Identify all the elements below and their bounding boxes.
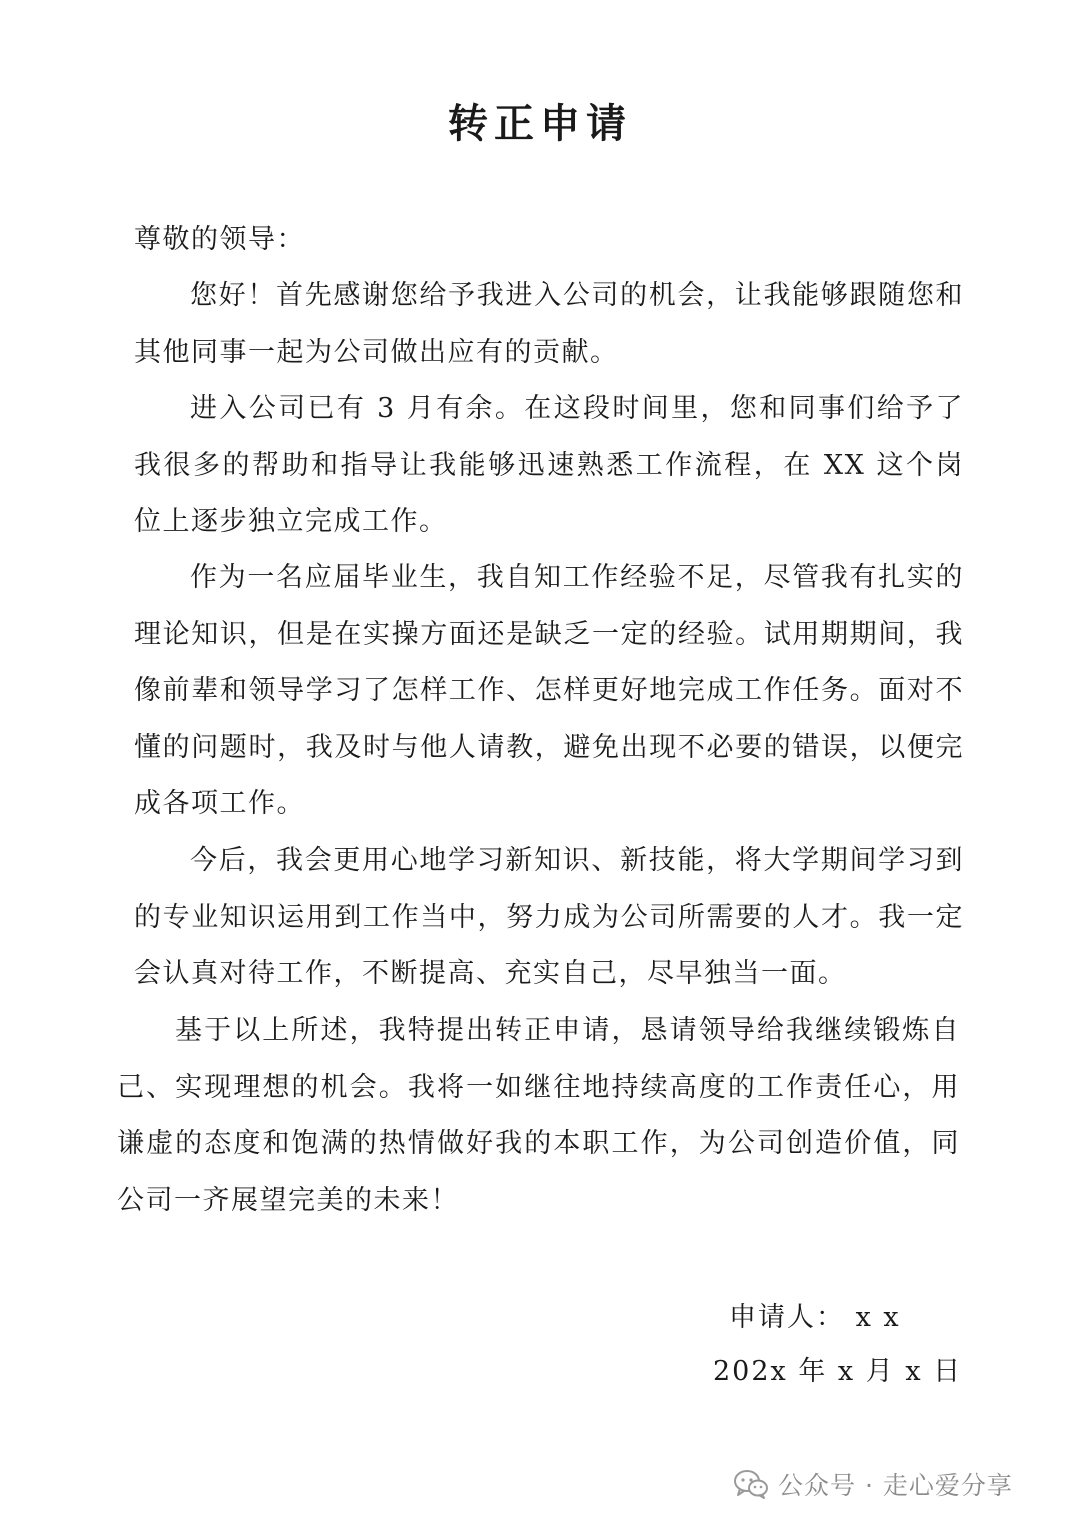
paragraph-future: 今后，我会更用心地学习新知识、新技能，将大学期间学习到的专业知识运用到工作当中，努力成为公司所需要的人才。我一定会认真对待工作，不断提高、充实自己，尽早独当一面。 xyxy=(134,845,964,989)
wechat-icon xyxy=(734,1469,768,1499)
application-date: 202x 年 x 月 x 日 xyxy=(713,1356,963,1387)
watermark-text: 公众号 · 走心爱分享 xyxy=(778,1471,1013,1500)
applicant-signature: 申请人： x x xyxy=(729,1302,901,1333)
paragraph-greeting: 您好！首先感谢您给予我进入公司的机会，让我能够跟随您和其他同事一起为公司做出应有的贡献。 xyxy=(134,280,964,368)
paragraph-tenure: 进入公司已有 3 月有余。在这段时间里，您和同事们给予了我很多的帮助和指导让我能够迅速熟悉工作流程，在 XX 这个岗位上逐步独立完成工作。 xyxy=(134,393,964,537)
paragraph-request: 基于以上所述，我特提出转正申请，恳请领导给我继续锻炼自己、实现理想的机会。我将一如继往地持续高度的工作责任心，用谦虚的态度和饱满的热情做好我的本职工作，为公司创造价值，同公司一齐展望完美的未来！ xyxy=(117,1015,960,1216)
document-title: 转正申请 xyxy=(448,100,632,147)
salutation: 尊敬的领导： xyxy=(134,224,305,255)
watermark xyxy=(734,1462,1013,1506)
paragraph-experience: 作为一名应届毕业生，我自知工作经验不足，尽管我有扎实的理论知识，但是在实操方面还是缺乏一定的经验。试用期期间，我像前辈和领导学习了怎样工作、怎样更好地完成工作任务。面对不懂的问题时，我及时与他人请教，避免出现不必要的错误，以便完成各项工作。 xyxy=(134,562,964,819)
